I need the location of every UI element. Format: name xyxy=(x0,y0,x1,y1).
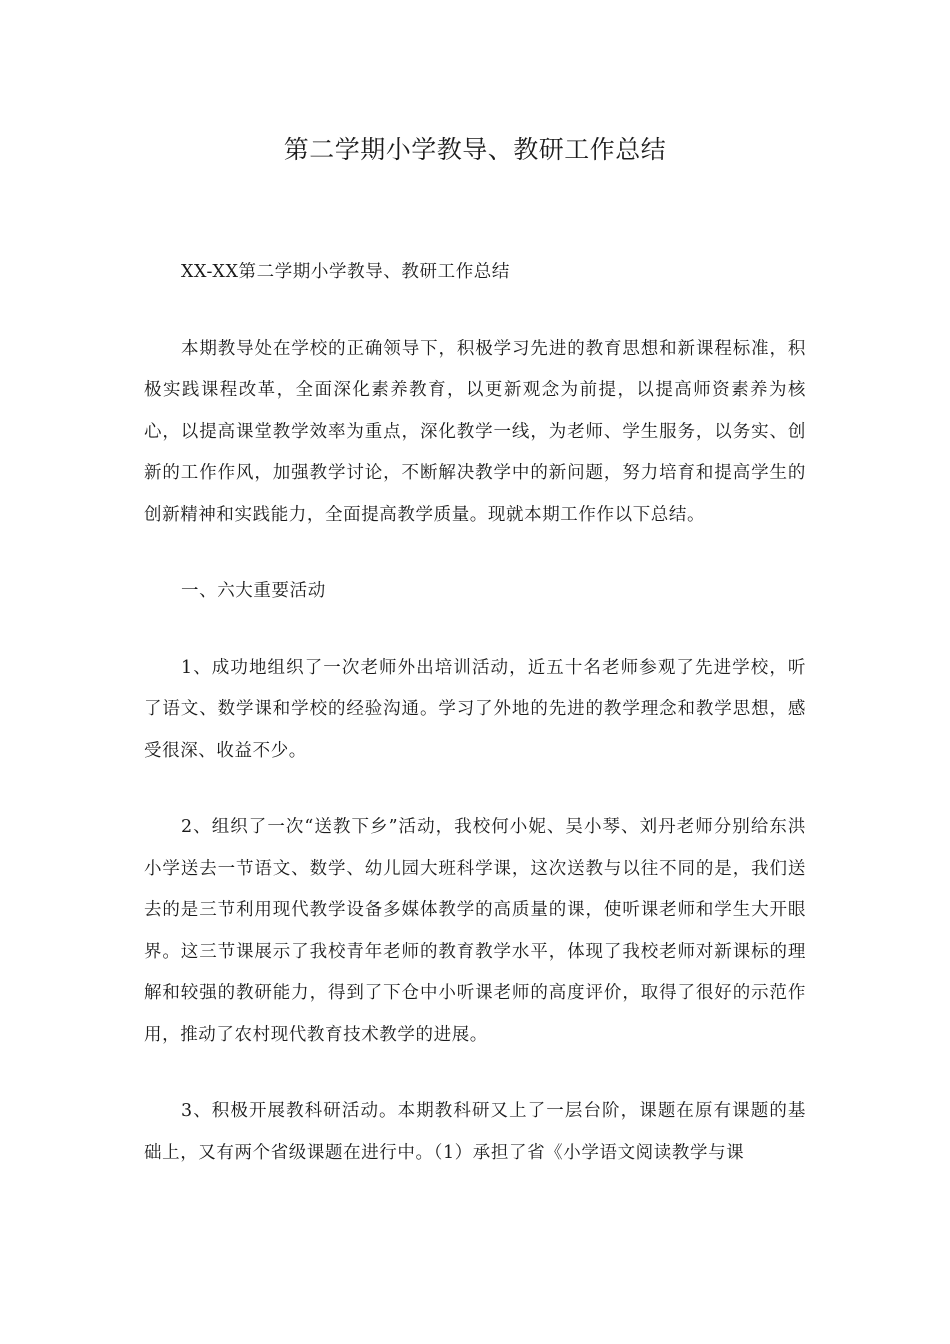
activity-paragraph-1: 1、成功地组织了一次老师外出培训活动，近五十名老师参观了先进学校，听了语文、数学课和学校的经验沟通。学习了外地的先进的教学理念和教学思想，感受很深、收益不少。 xyxy=(144,657,806,761)
paragraph-gap xyxy=(144,294,806,329)
activity-paragraph-2: 2、组织了一次“送教下乡”活动，我校何小妮、吴小琴、刘丹老师分别给东洪小学送去一节语文、数学、幼儿园大班科学课，这次送教与以往不同的是，我们送去的是三节利用现代教学设备多媒体教学的高质量的课，使听课老师和学生大开眼界。这三节课展示了我校青年老师的教育教学水平，体现了我校老师对新课标的理解和较强的教研能力，得到了下仓中小听课老师的高度评价，取得了很好的示范作用，推动了农村现代教育技术教学的进展。 xyxy=(144,817,806,1045)
document-body xyxy=(144,252,806,1174)
intro-paragraph: 本期教导处在学校的正确领导下，积极学习先进的教育思想和新课程标准，积极实践课程改革，全面深化素养教育，以更新观念为前提，以提高师资素养为核心，以提高课堂教学效率为重点，深化教学一线，为老师、学生服务，以务实、创新的工作作风，加强教学讨论，不断解决教学中的新问题，努力培育和提高学生的创新精神和实践能力，全面提高教学质量。现就本期工作作以下总结。 xyxy=(144,338,806,525)
paragraph-gap xyxy=(144,536,806,571)
paragraph-gap xyxy=(144,772,806,807)
paragraph-gap xyxy=(144,613,806,648)
document-subtitle: XX-XX第二学期小学教导、教研工作总结 xyxy=(181,262,510,282)
paragraph-gap xyxy=(144,1056,806,1091)
document-title: 第二学期小学教导、教研工作总结 xyxy=(283,135,667,164)
section-heading: 一、六大重要活动 xyxy=(181,581,326,601)
activity-paragraph-3: 3、积极开展教科研活动。本期教科研又上了一层台阶，课题在原有课题的基础上，又有两个省级课题在进行中。（1）承担了省《小学语文阅读教学与课 xyxy=(144,1101,806,1163)
